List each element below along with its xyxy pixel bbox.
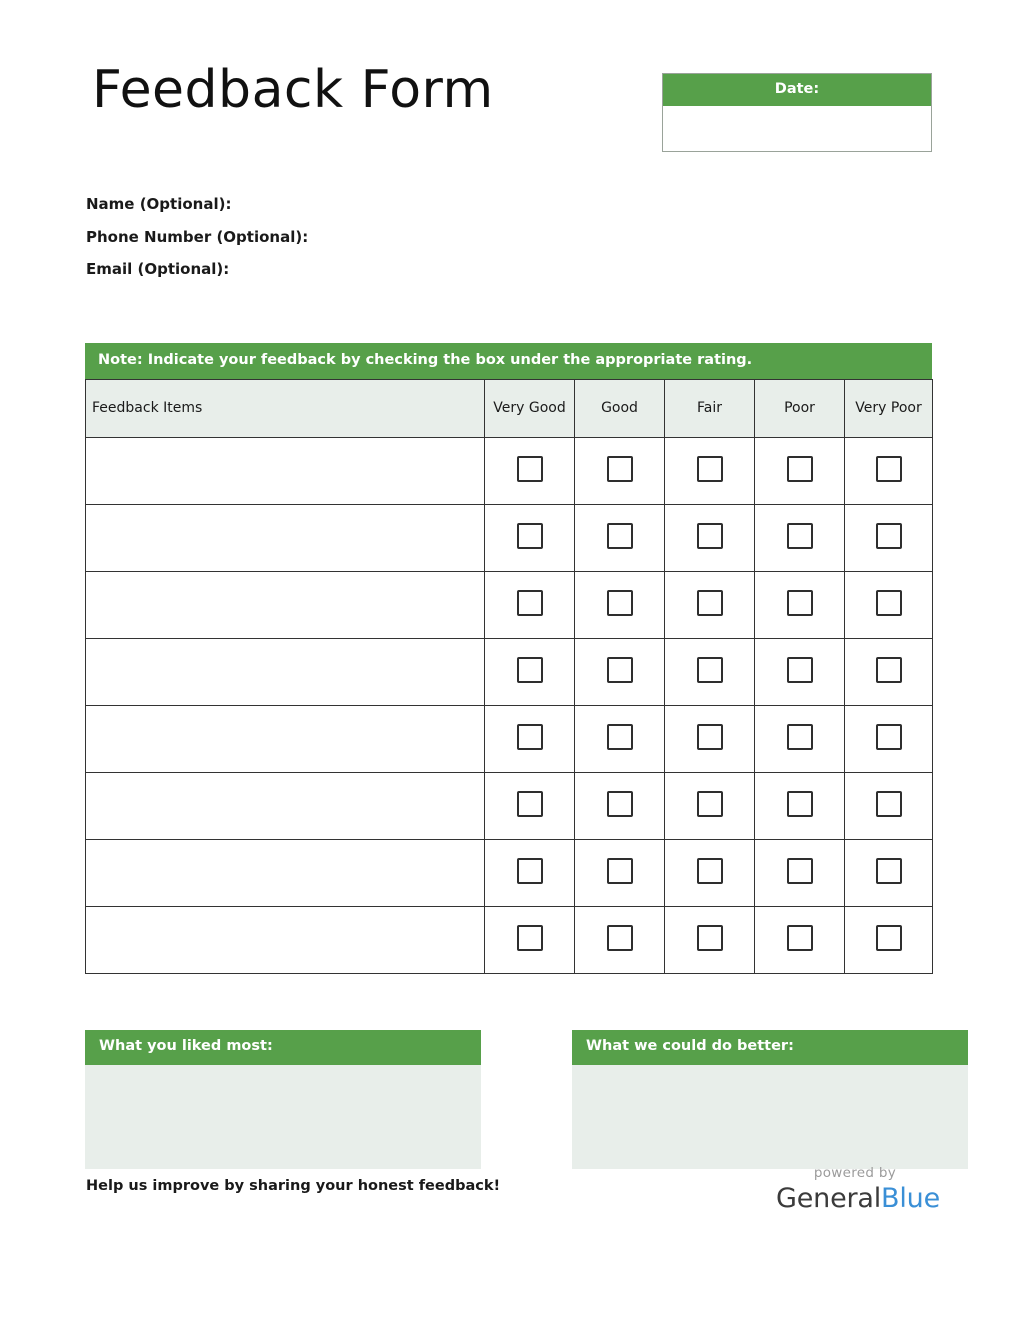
checkbox-icon[interactable] [787,724,813,750]
liked-most-heading: What you liked most: [85,1030,481,1065]
table-row [86,504,933,571]
feedback-item-input[interactable] [86,906,485,973]
checkbox-cell-poor[interactable] [755,705,845,772]
footer-note: Help us improve by sharing your honest feedback! [86,1178,501,1194]
checkbox-cell-fair[interactable] [665,571,755,638]
table-row [86,638,933,705]
checkbox-icon[interactable] [876,858,902,884]
checkbox-icon[interactable] [517,925,543,951]
checkbox-cell-poor[interactable] [755,839,845,906]
table-row [86,839,933,906]
checkbox-icon[interactable] [697,590,723,616]
checkbox-icon[interactable] [876,657,902,683]
do-better-heading: What we could do better: [572,1030,968,1065]
checkbox-cell-poor[interactable] [755,504,845,571]
checkbox-cell-very-poor[interactable] [845,839,933,906]
checkbox-cell-very-good[interactable] [485,638,575,705]
checkbox-cell-good[interactable] [575,906,665,973]
brand-name-first: General [776,1183,882,1214]
checkbox-icon[interactable] [697,858,723,884]
checkbox-icon[interactable] [607,523,633,549]
table-row [86,571,933,638]
checkbox-cell-good[interactable] [575,638,665,705]
checkbox-cell-fair[interactable] [665,638,755,705]
checkbox-cell-fair[interactable] [665,504,755,571]
feedback-item-input[interactable] [86,504,485,571]
checkbox-cell-very-good[interactable] [485,504,575,571]
feedback-table [85,379,933,974]
checkbox-icon[interactable] [697,657,723,683]
checkbox-cell-good[interactable] [575,504,665,571]
liked-most-panel [85,1030,481,1169]
checkbox-cell-very-poor[interactable] [845,437,933,504]
checkbox-icon[interactable] [876,791,902,817]
checkbox-cell-poor[interactable] [755,772,845,839]
checkbox-cell-very-poor[interactable] [845,571,933,638]
checkbox-icon[interactable] [697,724,723,750]
checkbox-icon[interactable] [787,523,813,549]
page-title: Feedback Form [92,60,494,120]
checkbox-cell-very-good[interactable] [485,906,575,973]
checkbox-icon[interactable] [517,456,543,482]
checkbox-cell-good[interactable] [575,571,665,638]
checkbox-icon[interactable] [876,925,902,951]
brand-name [690,1183,940,1214]
date-label: Date: [663,74,931,106]
checkbox-cell-good[interactable] [575,839,665,906]
table-row [86,705,933,772]
checkbox-cell-fair[interactable] [665,437,755,504]
checkbox-icon[interactable] [607,590,633,616]
do-better-textarea[interactable] [572,1065,968,1169]
checkbox-icon[interactable] [517,590,543,616]
brand-powered-by: powered by [813,1165,896,1181]
checkbox-cell-good[interactable] [575,437,665,504]
feedback-item-input[interactable] [86,705,485,772]
checkbox-cell-good[interactable] [575,772,665,839]
checkbox-icon[interactable] [876,523,902,549]
checkbox-icon[interactable] [787,791,813,817]
checkbox-icon[interactable] [787,858,813,884]
date-box [662,73,932,152]
checkbox-icon[interactable] [876,724,902,750]
checkbox-icon[interactable] [517,657,543,683]
checkbox-icon[interactable] [787,657,813,683]
checkbox-icon[interactable] [517,791,543,817]
checkbox-icon[interactable] [607,724,633,750]
checkbox-icon[interactable] [697,791,723,817]
header-rating-fair: Fair [665,379,755,437]
date-input[interactable] [663,106,931,151]
checkbox-cell-poor[interactable] [755,437,845,504]
checkbox-cell-very-poor[interactable] [845,772,933,839]
checkbox-icon[interactable] [787,456,813,482]
table-header-row [86,379,933,437]
checkbox-icon[interactable] [607,657,633,683]
header-rating-very-good: Very Good [485,379,575,437]
feedback-table-section [85,343,932,974]
checkbox-cell-poor[interactable] [755,571,845,638]
name-field-label: Name (Optional): [86,195,232,213]
table-row [86,772,933,839]
checkbox-icon[interactable] [607,791,633,817]
email-field-label: Email (Optional): [86,260,230,278]
identity-fields [86,196,686,294]
checkbox-icon[interactable] [517,523,543,549]
feedback-item-input[interactable] [86,772,485,839]
liked-most-textarea[interactable] [85,1065,481,1169]
checkbox-icon[interactable] [787,925,813,951]
checkbox-cell-poor[interactable] [755,906,845,973]
checkbox-cell-good[interactable] [575,705,665,772]
checkbox-icon[interactable] [697,523,723,549]
checkbox-icon[interactable] [607,858,633,884]
checkbox-cell-very-good[interactable] [485,705,575,772]
checkbox-cell-very-good[interactable] [485,571,575,638]
header-rating-poor: Poor [755,379,845,437]
checkbox-cell-very-poor[interactable] [845,705,933,772]
checkbox-cell-fair[interactable] [665,772,755,839]
checkbox-cell-very-poor[interactable] [845,906,933,973]
phone-field-label: Phone Number (Optional): [86,227,309,246]
feedback-item-input[interactable] [86,638,485,705]
brand-logo [690,1165,940,1214]
checkbox-cell-fair[interactable] [665,705,755,772]
checkbox-cell-fair[interactable] [665,906,755,973]
checkbox-cell-very-good[interactable] [485,437,575,504]
table-row [86,437,933,504]
header-feedback-items: Feedback Items [86,379,485,437]
checkbox-cell-very-good[interactable] [485,772,575,839]
checkbox-cell-fair[interactable] [665,839,755,906]
checkbox-icon[interactable] [607,456,633,482]
checkbox-icon[interactable] [607,925,633,951]
checkbox-cell-very-good[interactable] [485,839,575,906]
form-header [0,60,1020,170]
checkbox-icon[interactable] [517,724,543,750]
checkbox-cell-very-poor[interactable] [845,638,933,705]
checkbox-icon[interactable] [787,590,813,616]
checkbox-icon[interactable] [517,858,543,884]
header-rating-good: Good [575,379,665,437]
checkbox-icon[interactable] [697,925,723,951]
feedback-item-input[interactable] [86,437,485,504]
header-rating-very-poor: Very Poor [845,379,933,437]
feedback-item-input[interactable] [86,571,485,638]
table-note: Note: Indicate your feedback by checking the box under the appropriate rating. [85,343,932,379]
checkbox-icon[interactable] [876,590,902,616]
checkbox-cell-very-poor[interactable] [845,504,933,571]
checkbox-icon[interactable] [876,456,902,482]
checkbox-icon[interactable] [697,456,723,482]
table-row [86,906,933,973]
do-better-panel [572,1030,968,1169]
brand-name-second: Blue [881,1183,940,1214]
checkbox-cell-poor[interactable] [755,638,845,705]
feedback-item-input[interactable] [86,839,485,906]
